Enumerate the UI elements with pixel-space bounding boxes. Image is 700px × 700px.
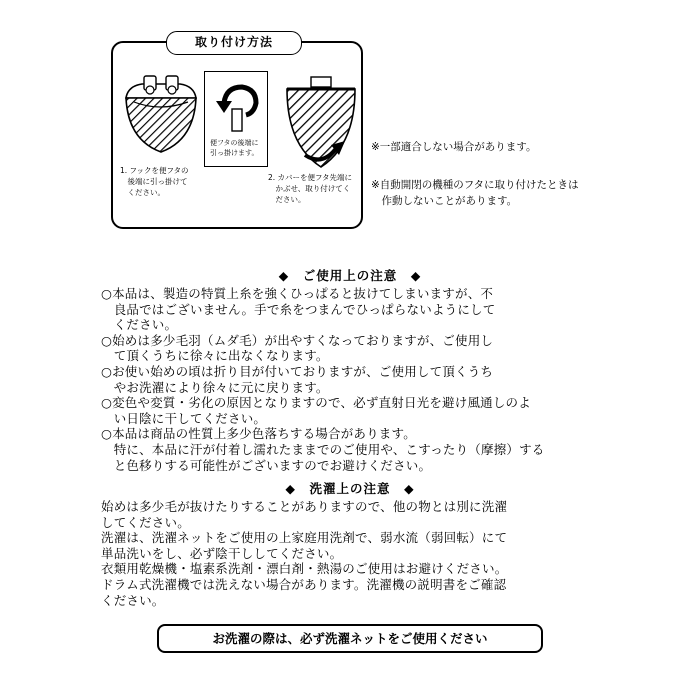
usage-precautions-heading: ◆ ご使用上の注意 ◆ xyxy=(278,268,422,283)
washing-precautions-heading: ◆ 洗濯上の注意 ◆ xyxy=(285,481,415,496)
hook-rotate-arrow-icon xyxy=(206,73,266,133)
cover-hook-illustration xyxy=(120,72,202,156)
auto-lid-note: ※自動開閉の機種のフタに取り付けたときは 作動しないことがあります。 xyxy=(371,179,579,207)
laundry-net-banner: お洗濯の際は、必ず洗濯ネットをご使用ください xyxy=(157,624,543,653)
installation-title: 取り付け方法 xyxy=(166,31,302,55)
step1-caption: 1. フックを便フタの 後端に引っ掛けて ください。 xyxy=(120,166,189,197)
step2-caption: 2. カバーを便フタ先端に かぶせ、取り付けてく ださい。 xyxy=(268,173,353,204)
cover-fitting-illustration xyxy=(283,75,359,171)
hook-detail-caption: 便フタの後端に 引っ掛けます。 xyxy=(210,139,259,157)
compatibility-note: ※一部適合しない場合があります。 xyxy=(371,141,537,153)
usage-precautions-text: ○本品は、製造の特質上糸を強くひっぱると抜けてしまいますが、不 良品ではございません。手で糸をつまんでひっぱらないようにして ください。 ○始めは多少毛羽（ムダ毛）が出やすくなっておりますが、ご使用し て頂くうちに徐々に出なくなります。 ○お使い始めの頃は折り目が付いておりますが、ご使用して頂くうち やお洗濯により徐々に元に戻ります。 ○変色や変質・劣化の原因となりますので、必ず直射日光を避け風通しのよ い日陰に干してください。 ○本品は商品の性質上多少色落ちする場合があります。 特に、本品に汗が付着し濡れたままでのご使用や、こすったり（摩擦）する と色移りする可能性がございますのでお避けください。 xyxy=(101,286,545,473)
washing-precautions-text: 始めは多少毛が抜けたりすることがありますので、他の物とは別に洗濯 してください。 洗濯は、洗濯ネットをご使用の上家庭用洗剤で、弱水流（弱回転）にて 単品洗いをし、必ず陰干ししてください。 衣類用乾燥機・塩素系洗剤・漂白剤・熱湯のご使用はお避けください。 ドラム式洗濯機では洗えない場合があります。洗濯機の説明書をご確認 ください。 xyxy=(101,499,508,608)
